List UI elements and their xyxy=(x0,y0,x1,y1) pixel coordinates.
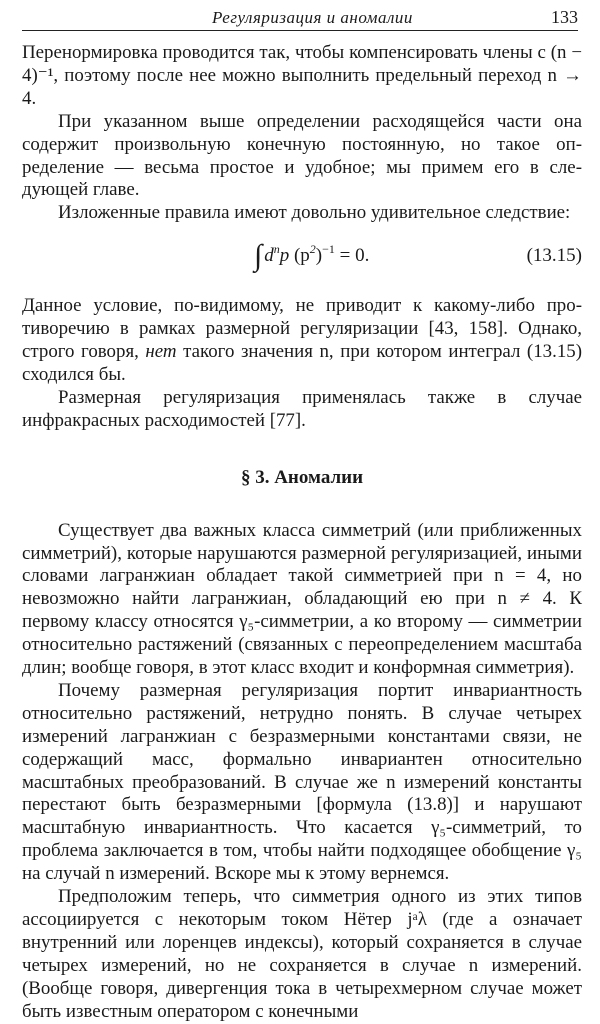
formula-rhs: = 0. xyxy=(334,245,370,267)
running-title: Регуляризация и аномалии xyxy=(212,8,413,27)
page-body xyxy=(22,42,582,1024)
paragraph-condition-part-a: Данное условие, по-видимому, не приводит к какому-либо противоречию в рамках размерной регуляризации [43, 158]. Однако, строго говоря, xyxy=(22,295,582,363)
page-number: 133 xyxy=(551,7,578,27)
paragraph-consequence: Изложенные правила имеют довольно удивительное следствие: xyxy=(58,202,571,224)
formula-paren-open: (p xyxy=(289,245,310,267)
paragraph-divergent-part: При указанном выше определении расходящейся части она содержит произвольную конечную постоянную, но такое определение — весьма простое и удобное; мы примем его в следующей главе. xyxy=(22,110,582,201)
paragraph-noether-current: Предположим теперь, что симметрия одного из этих типов ассоциируется с некоторым током Нётер jᵃλ (где a означает внутренний или лоренцев индексы), который сохраняется в случае четырех измерений, но не сохраняется в случае n измерений. (Вообще говоря, дивергенция тока в четырехмерном случае может быть известным оператором с конечными xyxy=(22,886,582,1022)
emphasis-net: нет xyxy=(145,341,177,363)
paragraph-infrared: Размерная регуляризация применялась также в случае инфракрасных расходимостей [77]. xyxy=(22,386,582,431)
equation-number: (13.15) xyxy=(526,245,582,267)
formula-inverse: −1 xyxy=(322,242,335,257)
section-heading: § 3. Аномалии xyxy=(240,466,364,488)
formula xyxy=(254,239,370,273)
formula-square: 2 xyxy=(309,242,316,257)
formula-d: d xyxy=(264,245,274,267)
paragraph-renormalization: Перенормировка проводится так, чтобы компенсировать члены с (n − 4)⁻¹, поэтому после нее можно выполнить предельный переход n → 4. xyxy=(22,42,582,109)
paragraph-condition xyxy=(22,295,582,387)
running-header xyxy=(22,6,578,31)
formula-p: p xyxy=(279,245,290,267)
integral-sign: ∫ xyxy=(254,239,263,273)
paragraph-condition-part-b: такого значения n, при котором интеграл (13.15) сходился бы. xyxy=(22,341,583,385)
formula-paren-close: ) xyxy=(315,245,323,267)
equation-13-15 xyxy=(22,231,582,285)
formula-d-superscript: n xyxy=(273,242,280,257)
paragraph-dilatation: Почему размерная регуляризация портит инвариантность относительно растяжений, нетрудно понять. В случае четырех измерений лагранжиан с безразмерными константами связи, не содержащий масс, формально инвариантен относительно масштабных преобразований. В случае же n измерений константы перестают быть безразмерными [формула (13.8)] и нарушают масштабную инвариантность. Что касается γ₅-симметрий, то проблема заключается в том, чтобы найти подходящее обобщение γ₅ на случай n измерений. Вскоре мы к этому вернемся. xyxy=(22,679,582,885)
paragraph-symmetry-classes: Существует два важных класса симметрий (или приближенных симметрий), которые нарушаются размерной регуляризацией, иными словами лагранжиан обладает такой симметрией при n = 4, но невозможно найти лагранжиан, обладающий ею при n ≠ 4. К первому классу относятся γ₅-симметрии, а ко второму — симметрии относительно растяжений (связанных с переопределением масштаба длин; вообще говоря, в этот класс входит и конформная симметрия). xyxy=(22,519,582,679)
